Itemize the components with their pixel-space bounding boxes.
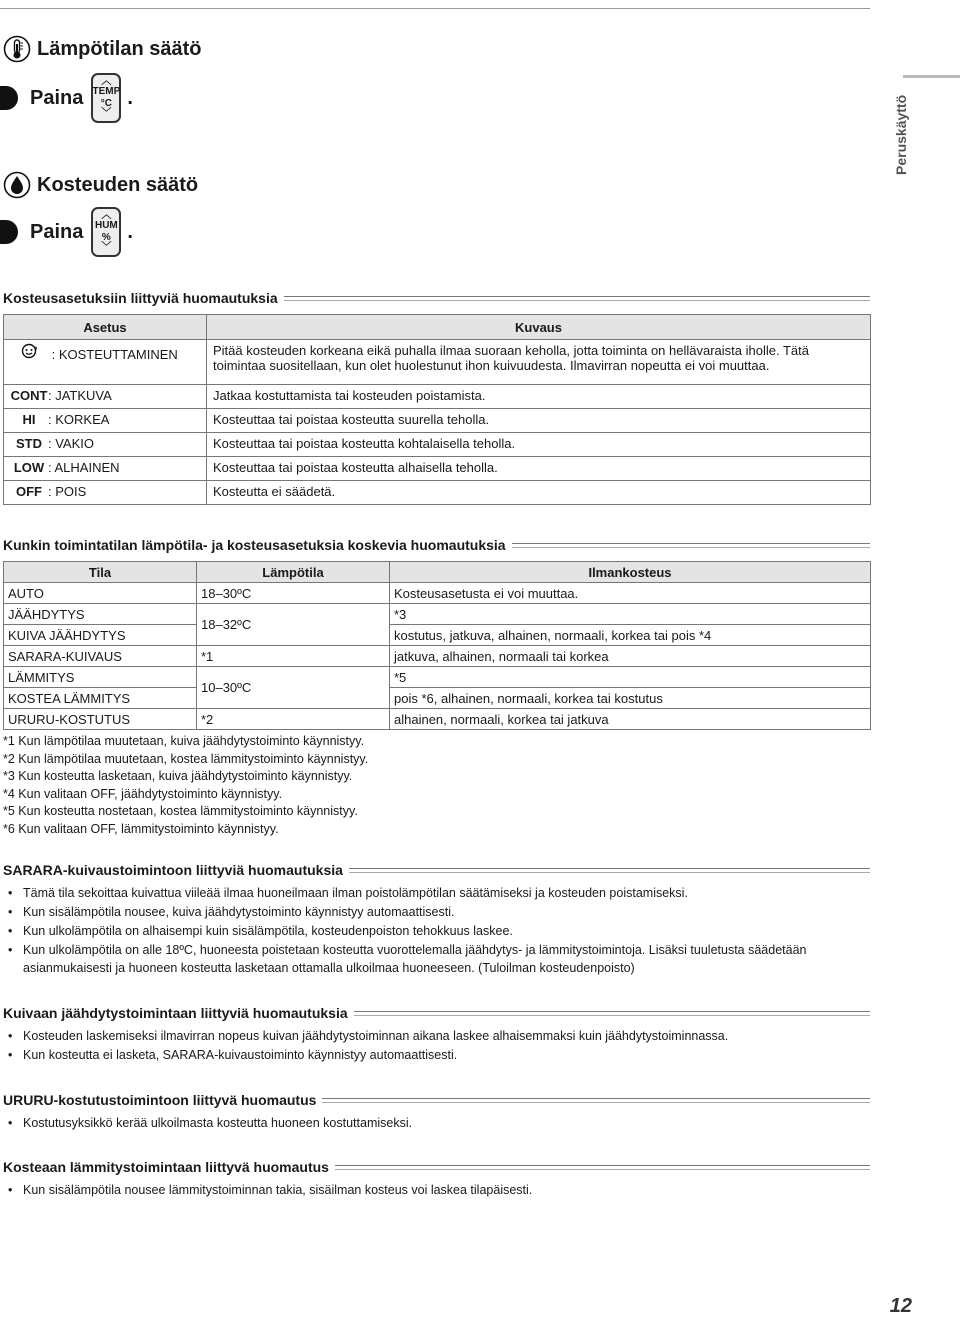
list-item: • Kun ulkolämpötila on alhaisempi kuin sisälämpötila, kosteudenpoiston tehokkuus laskee. [3, 923, 870, 941]
step-marker-icon [0, 86, 18, 110]
temperature-step [0, 73, 133, 123]
section-title-text: URURU-kostutustoimintoon liittyvä huomautus [3, 1092, 317, 1108]
list-item: • Kosteuden laskemiseksi ilmavirran nopeus kuivan jäähdytystoiminnan aikana laskee alhaisemmaksi kuin jäähdytystoiminnassa. [3, 1028, 870, 1046]
humid-heating-list [3, 1182, 870, 1201]
table-row [4, 409, 871, 433]
title-rule [284, 296, 870, 301]
table-row [4, 688, 871, 709]
side-tab: Peruskäyttö [893, 94, 909, 175]
mode-cell: KOSTEA LÄMMITYS [4, 688, 197, 709]
mode-table [3, 561, 871, 730]
temperature-heading [3, 35, 201, 63]
humidity-heading-text: Kosteuden säätö [37, 173, 199, 196]
step-marker-icon [0, 220, 18, 244]
hum-button-icon [91, 207, 121, 257]
list-item: • Kun kosteutta ei lasketa, SARARA-kuivaustoiminto käynnistyy automaattisesti. [3, 1047, 870, 1065]
footnote: *3 Kun kosteutta lasketaan, kuiva jäähdytystoiminto käynnistyy. [3, 769, 353, 783]
setting-name: : KORKEA [48, 412, 110, 427]
col-temp-header: Lämpötila [197, 562, 390, 583]
setting-cell [4, 340, 207, 385]
chevron-up-icon: ︿ [101, 76, 112, 87]
list-item: • Kostutusyksikkö kerää ulkoilmasta kosteutta huoneen kostuttamiseksi. [3, 1115, 870, 1133]
col-mode-header: Tila [4, 562, 197, 583]
section-title-text: Kosteaan lämmitystoimintaan liittyvä huomautus [3, 1159, 329, 1175]
footnote: *4 Kun valitaan OFF, jäähdytystoiminto käynnistyy. [3, 786, 283, 801]
mode-cell: SARARA-KUIVAUS [4, 646, 197, 667]
setting-name: : KOSTEUTTAMINEN [51, 347, 178, 362]
humidify-face-icon [10, 343, 48, 362]
mode-table-title [3, 537, 870, 553]
humidity-cell: Kosteusasetusta ei voi muuttaa. [390, 583, 871, 604]
title-rule [322, 1098, 870, 1103]
table-row [4, 583, 871, 604]
cont-badge-icon: CONT [10, 388, 48, 403]
title-rule [349, 868, 870, 873]
setting-cell [4, 481, 207, 505]
col-humidity-header: Ilmankosteus [390, 562, 871, 583]
humidity-settings-table [3, 314, 871, 505]
setting-desc: Kosteuttaa tai poistaa kosteutta suurella teholla. [207, 409, 871, 433]
table-row [4, 340, 871, 385]
setting-cell [4, 433, 207, 457]
setting-desc: Kosteuttaa tai poistaa kosteutta kohtalaisella teholla. [207, 433, 871, 457]
humidity-cell: *5 [390, 667, 871, 688]
dry-cooling-list [3, 1028, 870, 1066]
title-rule [512, 543, 870, 548]
hi-badge-icon: HI [22, 412, 36, 427]
hum-button-unit: % [101, 231, 111, 243]
setting-cell [4, 385, 207, 409]
list-item: • Kun ulkolämpötila on alle 18ºC, huoneesta poistetaan kosteutta vuorottelemalla jäähdytys- ja lämmitystoimintoja. Lisäksi tuuletusta säädetään asianmukaisesti ja huoneen kosteutta lasketaan ottamalla ulkoilmaa huoneeseen. (Tuloilman kosteudenpoisto) [3, 942, 870, 977]
table-row [4, 667, 871, 688]
table-row [4, 604, 871, 625]
section-title-text: SARARA-kuivaustoimintoon liittyviä huomautuksia [3, 862, 343, 878]
top-rule [0, 8, 870, 9]
col-setting-header: Asetus [4, 315, 207, 340]
setting-name: : JATKUVA [48, 388, 112, 403]
humidity-cell: kostutus, jatkuva, alhainen, normaali, korkea tai pois *4 [390, 625, 871, 646]
dry-cooling-title [3, 1005, 870, 1021]
temp-cell: 18–32ºC [197, 604, 390, 646]
humidity-settings-title [3, 290, 870, 306]
chevron-down-icon: ﹀ [101, 241, 112, 253]
setting-desc: Kosteuttaa tai poistaa kosteutta alhaisella teholla. [207, 457, 871, 481]
temp-cell: *1 [197, 646, 390, 667]
chevron-down-icon: ﹀ [101, 107, 112, 119]
col-description-header: Kuvaus [207, 315, 871, 340]
table-row [4, 625, 871, 646]
std-badge-icon: STD [16, 436, 42, 451]
sarara-title [3, 862, 870, 878]
temp-cell: 10–30ºC [197, 667, 390, 709]
setting-desc: Pitää kosteuden korkeana eikä puhalla ilmaa suoraan keholla, jotta toiminta on hellävaraista iholle. Tätä toimintaa suositellaan, kun olet huolestunut ihon kuivuudesta. Ilmavirran nopeutta ei voi muuttaa. [207, 340, 871, 385]
side-tab-bar [903, 75, 960, 78]
page-number: 12 [889, 1295, 912, 1317]
chevron-up-icon: ︿ [101, 210, 112, 221]
press-text: Paina [30, 86, 84, 109]
temp-cell: 18–30ºC [197, 583, 390, 604]
table-row [4, 709, 871, 730]
temp-button-unit: °C [100, 97, 112, 109]
humid-heating-title [3, 1159, 870, 1175]
title-rule [335, 1165, 870, 1170]
footnote: *6 Kun valitaan OFF, lämmitystoiminto käynnistyy. [3, 821, 279, 836]
section-title-text: Kosteusasetuksiin liittyviä huomautuksia [3, 290, 278, 306]
setting-desc: Jatkaa kostuttamista tai kosteuden poistamista. [207, 385, 871, 409]
section-title-text: Kunkin toimintatilan lämpötila- ja kosteusasetuksia koskevia huomautuksia [3, 537, 506, 553]
mode-cell: LÄMMITYS [4, 667, 197, 688]
footnote: *1 Kun lämpötilaa muutetaan, kuiva jäähdytystoiminto käynnistyy. [3, 734, 365, 748]
temp-button-icon [91, 73, 121, 123]
ururu-title [3, 1092, 870, 1108]
humidity-cell: *3 [390, 604, 871, 625]
list-item: • Tämä tila sekoittaa kuivattua viileää ilmaa huoneilmaan ilman poistolämpötilan säätämiseksi ja kosteuden poistamiseksi. [3, 885, 870, 903]
table-row [4, 481, 871, 505]
low-badge-icon: LOW [13, 460, 45, 475]
humidity-step [0, 207, 133, 257]
footnotes [3, 733, 368, 838]
mode-cell: URURU-KOSTUTUS [4, 709, 197, 730]
humidity-cell: pois *6, alhainen, normaali, korkea tai kostutus [390, 688, 871, 709]
setting-name: : ALHAINEN [48, 460, 120, 475]
temp-button-label: TEMP [92, 86, 121, 98]
mode-cell: KUIVA JÄÄHDYTYS [4, 625, 197, 646]
off-badge-icon: OFF [16, 484, 42, 499]
table-row [4, 385, 871, 409]
setting-name: : POIS [48, 484, 87, 499]
step-period: . [127, 220, 133, 243]
water-drop-icon [3, 171, 31, 199]
list-item: • Kun sisälämpötila nousee lämmitystoiminnan takia, sisäilman kosteus voi laskea tilapäisesti. [3, 1182, 870, 1200]
title-rule [354, 1011, 870, 1016]
mode-cell: AUTO [4, 583, 197, 604]
setting-cell [4, 409, 207, 433]
footnote: *5 Kun kosteutta nostetaan, kostea lämmitystoiminto käynnistyy. [3, 804, 358, 818]
humidity-cell: jatkuva, alhainen, normaali tai korkea [390, 646, 871, 667]
table-row [4, 646, 871, 667]
table-row [4, 433, 871, 457]
thermometer-icon [3, 35, 31, 63]
hum-button-label: HUM [94, 220, 118, 232]
setting-name: : VAKIO [48, 436, 94, 451]
section-title-text: Kuivaan jäähdytystoimintaan liittyviä huomautuksia [3, 1005, 348, 1021]
mode-cell: JÄÄHDYTYS [4, 604, 197, 625]
press-text: Paina [30, 220, 84, 243]
temperature-heading-text: Lämpötilan säätö [37, 37, 202, 60]
step-period: . [127, 86, 133, 109]
footnote: *2 Kun lämpötilaa muutetaan, kostea lämmitystoiminto käynnistyy. [3, 751, 369, 766]
setting-desc: Kosteutta ei säädetä. [207, 481, 871, 505]
ururu-list [3, 1115, 870, 1134]
setting-cell [4, 457, 207, 481]
humidity-heading [3, 171, 198, 199]
sarara-list [3, 885, 870, 979]
list-item: • Kun sisälämpötila nousee, kuiva jäähdytystoiminto käynnistyy automaattisesti. [3, 904, 870, 922]
temp-cell: *2 [197, 709, 390, 730]
table-row [4, 457, 871, 481]
humidity-cell: alhainen, normaali, korkea tai jatkuva [390, 709, 871, 730]
